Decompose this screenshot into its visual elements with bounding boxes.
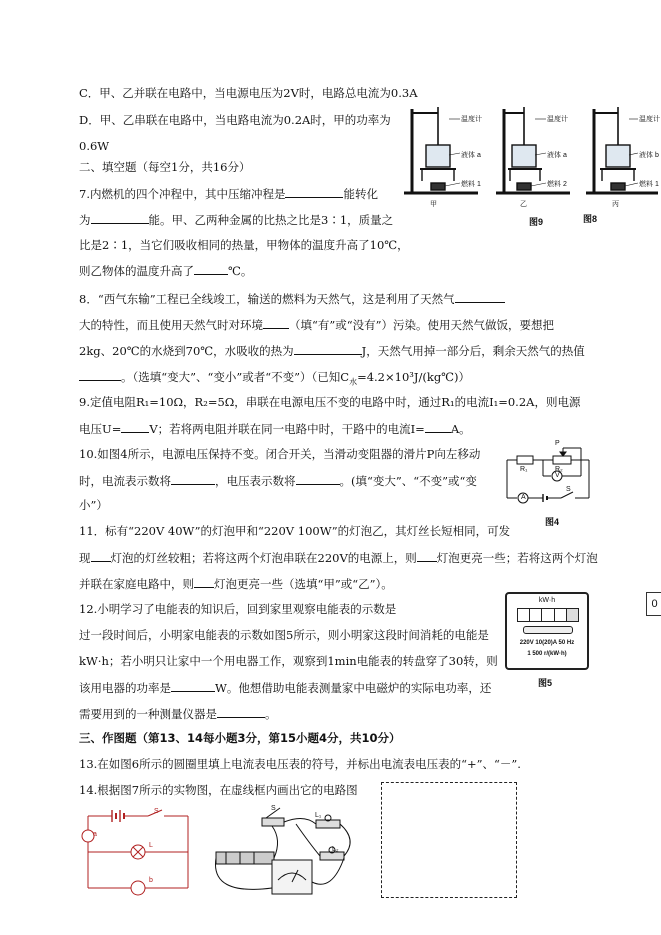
- fig4-r2-label: R₂: [555, 466, 563, 473]
- q8-blank1[interactable]: [455, 291, 505, 303]
- q11-line3: 并联在家庭电路中，则 灯泡更亮一些（选填“甲”或“乙”）。: [79, 577, 393, 591]
- figure-9-heating-setups: [400, 105, 660, 210]
- fig4-caption: 图4: [545, 517, 560, 527]
- section-3-heading: 三、作图题（第13、14每小题3分，第15小题4分，共10分）: [79, 731, 401, 745]
- meter-unit-label: kW·h: [538, 597, 556, 604]
- q10-blank2[interactable]: [296, 473, 340, 485]
- option-d-line2: 0.6W: [79, 139, 110, 153]
- q8-line2: 大的特性，而且使用天然气时对环境 （填“有”或“没有”）污染。使用天然气做饭，要想把: [79, 318, 555, 332]
- q7-line3: 比是2∶1，当它们吸收相同的热量，甲物体的温度升高了10℃，: [79, 238, 409, 252]
- meter-spec: 220V 10(20)A 50 Hz: [519, 640, 575, 646]
- battery-pack: [216, 852, 274, 864]
- fig9-jia-label: 甲: [430, 201, 437, 208]
- q7-line1: 7.内燃机的四个冲程中，其中压缩冲程是 能转化: [79, 187, 378, 201]
- fig4-s-label: S: [566, 486, 571, 493]
- q8-blank4[interactable]: [79, 369, 121, 381]
- r2-rheostat: [553, 456, 571, 464]
- q8-blank2[interactable]: [263, 317, 289, 329]
- meter-digit: [567, 609, 578, 621]
- q8-line4: 。（选填“变大”、“变小”或者“不变”）（已知$C_水=4.2\times 10^3J/(kg℃)$）: [79, 369, 470, 389]
- meter-digit: [530, 609, 542, 621]
- fig9-yi-label: 乙: [520, 201, 527, 208]
- q11-blank3[interactable]: [194, 576, 214, 588]
- q11-blank1[interactable]: [91, 550, 111, 562]
- fig9-fuel1-label-3: 燃料 1: [639, 181, 659, 188]
- fig7-l2-label: L₂: [332, 846, 339, 853]
- q9-line2: 电压U= V；若将两电阻并联在同一电路中时，干路中的电流I= A。: [79, 422, 471, 436]
- meter-circle-b: [131, 881, 145, 895]
- fig4-p-label: P: [555, 440, 560, 447]
- q7-line4: 则乙物体的温度升高了 ℃。: [79, 264, 253, 278]
- q9-blank1[interactable]: [121, 421, 149, 433]
- q7-blank2[interactable]: [91, 212, 149, 224]
- answer-box-dashed[interactable]: [381, 782, 517, 898]
- fig9-bing-label: 丙: [612, 201, 619, 208]
- fig6-l-label: L: [149, 842, 153, 849]
- q9-blank2[interactable]: [425, 421, 451, 433]
- fig6-a-label: a: [93, 831, 97, 838]
- q10-blank1[interactable]: [171, 473, 215, 485]
- fig5-caption: 图5: [538, 678, 553, 688]
- q8-blank3[interactable]: [294, 343, 362, 355]
- q14-text: 14.根据图7所示的实物图，在虚线框内画出它的电路图: [79, 783, 358, 797]
- option-c: C．甲、乙并联在电路中，当电源电压为2V时，电路总电流为0.3A: [79, 86, 418, 100]
- q8-line1: 8．“西气东输”工程已全线竣工，输送的燃料为天然气，这是利用了天然气: [79, 291, 505, 306]
- option-d-line1: D．甲、乙串联在电路中，当电路电流为0.2A时，甲的功率为: [79, 113, 391, 127]
- q11-line1: 11．标有“220V 40W”的灯泡甲和“220V 100W”的灯泡乙，其灯丝长短相同，可发: [79, 524, 511, 538]
- q10-line1: 10.如图4所示，电源电压保持不变。闭合开关，当滑动变阻器的滑片P向左移动: [79, 447, 481, 461]
- figure-5-energy-meter: [505, 592, 589, 670]
- q7-blank3[interactable]: [194, 263, 228, 275]
- fig7-s-label: S: [271, 805, 276, 812]
- fig6-b-label: b: [149, 877, 153, 884]
- page-edge-marker: 0: [646, 592, 661, 616]
- meter-disc: [523, 626, 573, 634]
- fig6-s-label: S: [154, 808, 159, 815]
- fig4-v-label: V: [555, 472, 560, 479]
- fig9-caption: 图9: [529, 217, 544, 227]
- fig4-a-label: A: [521, 494, 526, 501]
- fig8-caption: 图8: [583, 214, 598, 224]
- fig9-thermometer-label-2: 温度计: [547, 116, 568, 123]
- q10-line3: 小”）: [79, 498, 108, 512]
- meter-digit: [555, 609, 567, 621]
- q12-line1: 12.小明学习了电能表的知识后，回到家里观察电能表的示数是 ，: [79, 602, 516, 616]
- section-2-heading: 二、填空题（每空1分，共16分）: [79, 160, 251, 174]
- q12-blank1[interactable]: [171, 680, 215, 692]
- q7-blank1[interactable]: [285, 186, 343, 198]
- q9-line1: 9.定值电阻R₁=10Ω，R₂=5Ω，串联在电源电压不变的电路中时，通过R₁的电流I₁=0.2A，则电源: [79, 395, 581, 409]
- meter-rev: 1 500 r/(kW·h): [527, 651, 567, 657]
- q12-blank2[interactable]: [217, 706, 265, 718]
- switch: [262, 818, 284, 826]
- q10-line2: 时，电流表示数将 ，电压表示数将 。(填“变大”、“不变”或“变: [79, 474, 477, 488]
- fig4-r1-label: R₁: [520, 466, 528, 473]
- fig9-thermometer-label-3: 温度计: [639, 116, 660, 123]
- figure-6-circuit: [82, 806, 194, 898]
- fig9-liquid-b-label: 液体 b: [639, 152, 659, 159]
- q11-blank2[interactable]: [417, 550, 437, 562]
- q8-line3: 2kg、20℃的水烧到70℃，水吸收的热为 J，天然气用掉一部分后，剩余天然气的热值: [79, 344, 585, 358]
- fig9-thermometer-label-1: 温度计: [461, 116, 482, 123]
- fig9-liquid-a-label-1: 液体 a: [461, 152, 481, 159]
- fig9-liquid-a-label-2: 液体 a: [547, 152, 567, 159]
- q12-line2: 过一段时间后，小明家电能表的示数如图5所示，则小明家这段时间消耗的电能是: [79, 628, 489, 642]
- q12-line4: 该用电器的功率是 W。他想借助电能表测量家中电磁炉的实际电功率，还: [79, 681, 492, 695]
- meter-digit: [542, 609, 554, 621]
- q7-line2: 为 能。甲、乙两种金属的比热之比是3∶1，质量之: [79, 213, 394, 227]
- r1-resistor: [517, 456, 533, 464]
- ammeter-device: [272, 860, 312, 894]
- figure-4-circuit: [503, 440, 595, 510]
- meter-digit-display: [517, 608, 579, 622]
- q12-line5: 需要用到的一种测量仪器是 。: [79, 707, 277, 721]
- figure-7-apparatus: [212, 800, 362, 900]
- q13-text: 13.在如图6所示的圆圈里填上电流表电压表的符号，并标出电流表电压表的“+”、“－”.: [79, 757, 521, 771]
- fig9-fuel1-label-1: 燃料 1: [461, 181, 481, 188]
- q11-line2: 现 灯泡的灯丝较粗；若将这两个灯泡串联在220V的电源上，则 灯泡更亮一些；若将这两个灯泡: [79, 551, 598, 565]
- fig7-l1-label: L₁: [315, 812, 322, 819]
- q12-line3: kW·h；若小明只让家中一个用电器工作，观察到1min电能表的转盘穿了30转，则: [79, 654, 498, 668]
- fig9-fuel2-label: 燃料 2: [547, 181, 567, 188]
- meter-digit: [518, 609, 530, 621]
